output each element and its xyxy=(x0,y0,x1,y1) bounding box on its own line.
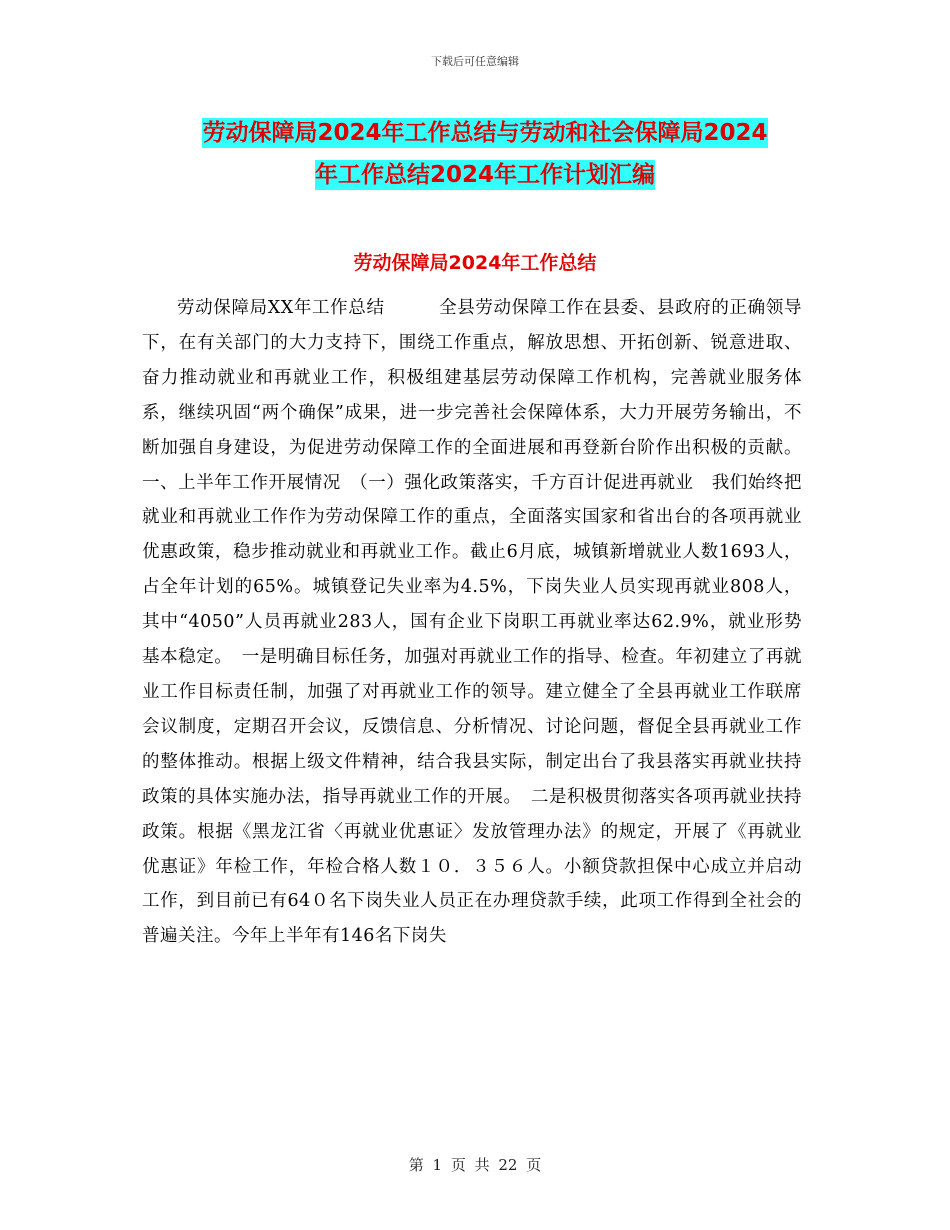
section-title: 劳动保障局2024年工作总结 xyxy=(353,252,597,274)
main-title-line2: 年工作总结2024年工作计划汇编 xyxy=(314,162,655,188)
main-title-line1: 劳动保障局2024年工作总结与劳动和社会保障局2024 xyxy=(202,120,768,146)
main-title xyxy=(140,112,830,196)
body-paragraph: 劳动保障局XX年工作总结 全县劳动保障工作在县委、县政府的正确领导下，在有关部门的大力支持下，围绕工作重点，解放思想、开拓创新、锐意进取、奋力推动就业和再就业工作，积极组建基层劳动保障工作机构，完善就业服务体系，继续巩固“两个确保”成果，进一步完善社会保障体系，大力开展劳务输出，不断加强自身建设，为促进劳动保障工作的全面进展和再登新台阶作出积极的贡献。一、上半年工作开展情况 （一）强化政策落实，千方百计促进再就业 我们始终把就业和再就业工作作为劳动保障工作的重点，全面落实国家和省出台的各项再就业优惠政策，稳步推动就业和再就业工作。截止6月底，城镇新增就业人数1693人，占全年计划的65%。城镇登记失业率为4.5%，下岗失业人员实现再就业808人，其中“4050”人员再就业283人，国有企业下岗职工再就业率达62.9%，就业形势基本稳定。 一是明确目标任务，加强对再就业工作的指导、检查。年初建立了再就业工作目标责任制，加强了对再就业工作的领导。建立健全了全县再就业工作联席会议制度，定期召开会议，反馈信息、分析情况、讨论问题，督促全县再就业工作的整体推动。根据上级文件精神，结合我县实际，制定出台了我县落实再就业扶持政策的具体实施办法，指导再就业工作的开展。 二是积极贯彻落实各项再就业扶持政策。根据《黑龙江省〈再就业优惠证〉发放管理办法》的规定，开展了《再就业优惠证》年检工作，年检合格人数１０．３５６人。小额贷款担保中心成立并启动工作，到目前已有64０名下岗失业人员正在办理贷款手续，此项工作得到全社会的普遍关注。今年上半年有146名下岗失 xyxy=(142,298,802,947)
page-header-note: 下载后可任意编辑 xyxy=(431,55,519,68)
page-number: 第 1 页 共 22 页 xyxy=(408,1156,542,1174)
